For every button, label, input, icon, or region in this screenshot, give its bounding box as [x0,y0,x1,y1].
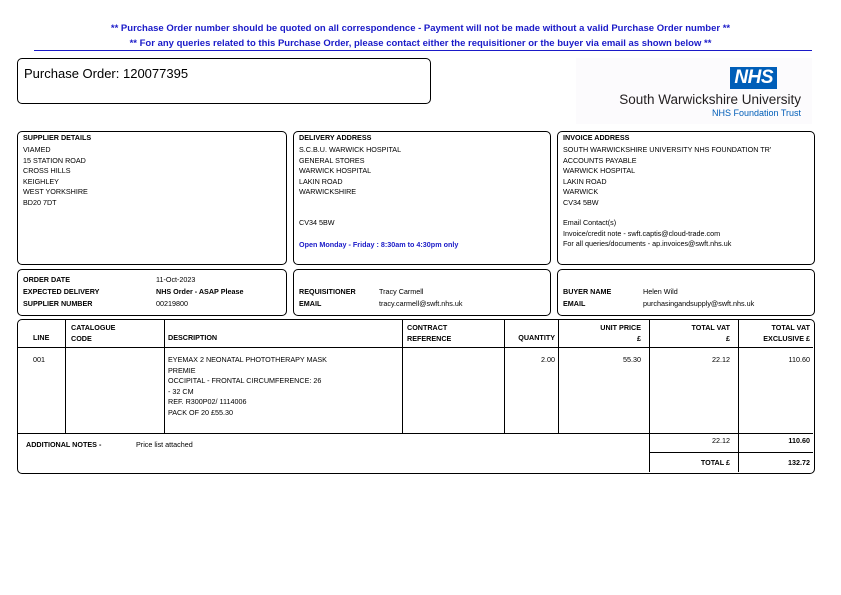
delivery-line: S.C.B.U. WARWICK HOSPITAL [299,145,402,154]
buyer-box [557,269,815,316]
delivery-heading: DELIVERY ADDRESS [299,133,372,142]
po-title: Purchase Order: 120077395 [24,66,189,81]
row-description-line: PACK OF 20 £55.30 [168,408,233,417]
delivery-line: LAKIN ROAD [299,176,343,186]
header-unit-price: UNIT PRICE [600,323,641,332]
invoice-heading: INVOICE ADDRESS [563,133,630,142]
header-description: DESCRIPTION [168,333,218,342]
total-value: 132.72 [788,458,810,467]
nhs-logo [576,58,812,124]
order-info-box [17,269,287,316]
header-total-vat-currency: £ [726,334,730,343]
invoice-line: WARWICK [563,187,599,197]
header-vat-exclusive: TOTAL VAT [771,323,810,332]
notes-rule [18,433,813,434]
header-unit-price-currency: £ [637,334,641,343]
invoice-line: LAKIN ROAD [563,176,607,186]
supplier-line: KEIGHLEY [23,176,59,186]
expected-delivery-label: EXPECTED DELIVERY [23,287,100,296]
subtotal-vat: 22.12 [712,436,730,445]
row-line-number: 001 [33,355,45,364]
invoice-line: SOUTH WARWICKSHIRE UNIVERSITY NHS FOUNDATION TR' [563,145,772,154]
invoice-contact-heading: Email Contact(s) [563,218,617,227]
requisitioner-email: tracy.carmell@swft.nhs.uk [379,299,463,308]
header-catalogue-code: CODE [71,334,92,343]
requisitioner-name: Tracy Carmell [379,287,424,296]
requisitioner-label: REQUISITIONER [299,287,356,296]
row-description-line: EYEMAX 2 NEONATAL PHOTOTHERAPY MASK [168,355,327,364]
invoice-line: CV34 5BW [563,198,599,207]
expected-delivery-value: NHS Order - ASAP Please [156,287,244,296]
supplier-line: CROSS HILLS [23,166,71,176]
additional-notes-value: Price list attached [136,440,193,449]
supplier-heading: SUPPLIER DETAILS [23,133,92,142]
header-contract: CONTRACT [407,323,448,332]
supplier-line: BD20 7DT [23,198,57,207]
row-description-line: OCCIPITAL - FRONTAL CIRCUMFERENCE: 26 [168,376,322,386]
order-date-label: ORDER DATE [23,275,70,284]
queries-contact-email: For all queries/documents - ap.invoices@swft.nhs.uk [563,239,732,249]
notice-divider [34,50,812,51]
po-title-box [17,58,431,104]
total-label: TOTAL £ [700,458,730,467]
buyer-email: purchasingandsupply@swft.nhs.uk [643,299,755,308]
delivery-hours: Open Monday - Friday : 8:30am to 4:30pm only [299,240,459,249]
logo-sub-name: NHS Foundation Trust [711,108,801,118]
table-header-rule [18,347,813,348]
line-items-table [17,319,815,474]
supplier-number-value: 00219800 [156,299,188,308]
requisitioner-box [293,269,551,316]
buyer-email-label: EMAIL [563,299,586,308]
row-quantity: 2.00 [541,355,555,364]
invoice-line: ACCOUNTS PAYABLE [563,155,637,165]
row-unit-price: 55.30 [623,355,641,364]
additional-notes-label: ADDITIONAL NOTES - [26,440,102,449]
row-vat-exclusive: 110.60 [788,355,810,364]
po-notice-line-2: ** For any queries related to this Purchase Order, please contact either the requisitioner or the buyer via email as shown below ** [129,38,712,49]
delivery-line: GENERAL STORES [299,155,365,165]
delivery-line: WARWICK HOSPITAL [299,166,372,176]
nhs-badge: NHS [730,67,777,89]
requisitioner-email-label: EMAIL [299,299,322,308]
header-line: LINE [33,333,50,342]
row-total-vat: 22.12 [712,355,730,364]
row-description-line: REF. R300P02/ 1114006 [168,397,247,407]
header-total-vat: TOTAL VAT [691,323,730,332]
header-contract-reference: REFERENCE [407,334,452,343]
header-vat-exclusive-currency: EXCLUSIVE £ [763,334,810,343]
invoice-contact-email: Invoice/credit note - swft.captis@cloud-trade.com [563,228,721,238]
invoice-address-box [557,131,815,265]
header-quantity: QUANTITY [518,333,555,342]
delivery-postcode: CV34 5BW [299,218,335,227]
totals-rule [649,452,813,453]
order-date-value: 11-Oct-2023 [156,275,196,284]
buyer-name-label: BUYER NAME [563,287,612,296]
delivery-address-box [293,131,551,265]
supplier-line: 15 STATION ROAD [23,155,86,165]
buyer-name: Helen Wild [643,287,678,296]
column-divider [164,320,165,433]
header-catalogue: CATALOGUE [71,323,116,332]
invoice-line: WARWICK HOSPITAL [563,166,636,176]
column-divider [65,320,66,433]
row-description-line: - 32 CM [168,386,194,396]
supplier-number-label: SUPPLIER NUMBER [23,299,93,308]
supplier-details-box [17,131,287,265]
delivery-line: WARWICKSHIRE [299,187,357,197]
po-notice-line-1: ** Purchase Order number should be quoted on all correspondence - Payment will not be made without a valid Purchase Order number ** [110,23,731,34]
column-divider [402,320,403,433]
logo-org-name: South Warwickshire University [619,92,801,107]
supplier-line: VIAMED [23,145,51,154]
subtotal-vat-exclusive: 110.60 [788,436,810,445]
supplier-line: WEST YORKSHIRE [23,187,88,197]
row-description-line: PREMIE [168,365,196,375]
